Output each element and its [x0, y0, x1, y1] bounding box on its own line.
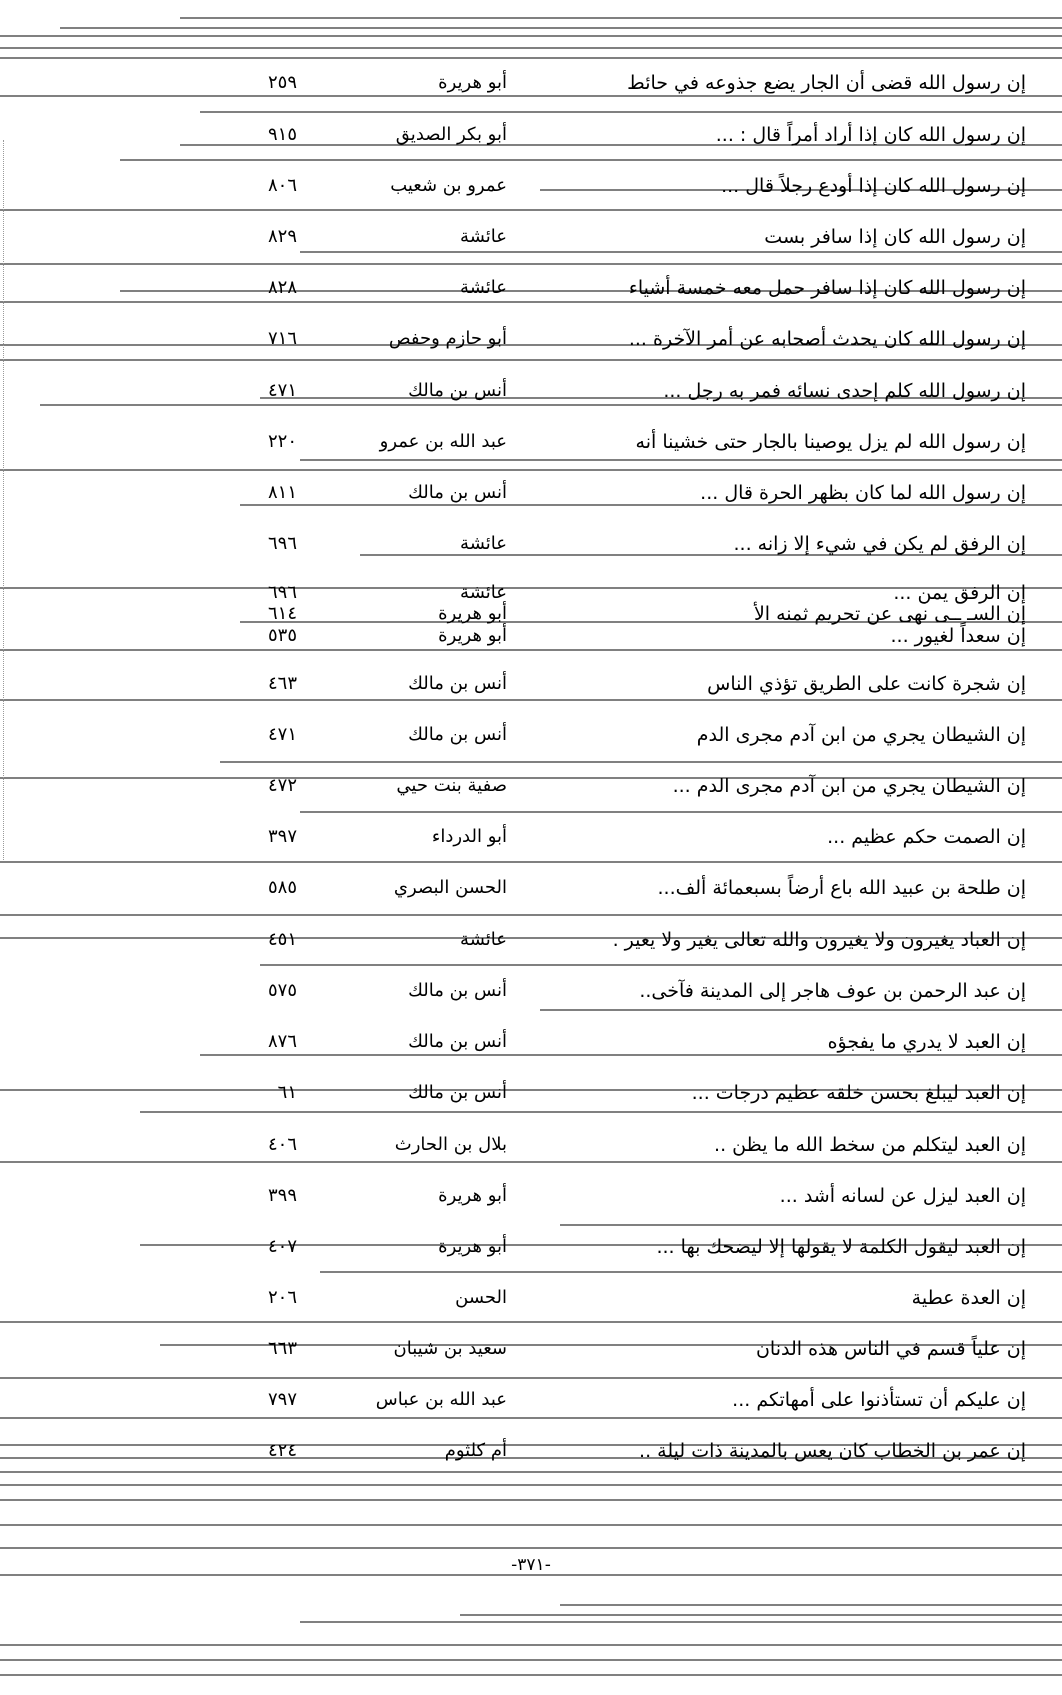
hadith-text: إن علياً قسم في الناس هذه الدنان: [755, 1338, 1026, 1360]
hadith-text: إن العبد ليقول الكلمة لا يقولها إلا ليضحك بها ...: [656, 1236, 1026, 1258]
page-number: -٣٧١-: [511, 1555, 551, 1575]
narrator-name: أنس بن مالك: [408, 1031, 507, 1052]
page-reference: ٢٥٩: [267, 72, 297, 93]
narrator-name: أبو هريرة: [438, 1185, 507, 1206]
narrator-name: عائشة: [460, 226, 507, 247]
index-entry: [0, 1236, 1062, 1276]
hadith-text: إن رسول الله كان إذا سافر بست: [764, 226, 1026, 248]
narrator-name: عائشة: [460, 533, 507, 554]
hadith-text: إن شجرة كانت على الطريق تؤذي الناس: [707, 673, 1026, 695]
page-reference: ٥٣٥: [267, 625, 297, 646]
narrator-name: أبو هريرة: [438, 72, 507, 93]
narrator-name: أبو هريرة: [438, 603, 507, 624]
hadith-text: إن عليكم أن تستأذنوا على أمهاتكم ...: [732, 1389, 1026, 1411]
narrator-name: أنس بن مالك: [408, 724, 507, 745]
index-entry: [0, 482, 1062, 522]
narrator-name: أنس بن مالك: [408, 1082, 507, 1103]
index-entry: [0, 277, 1062, 317]
page-reference: ٨٠٦: [267, 175, 297, 196]
index-entry: [0, 673, 1062, 713]
narrator-name: عائشة: [460, 929, 507, 950]
index-entry: [0, 1134, 1062, 1174]
narrator-name: عائشة: [460, 582, 507, 603]
index-entry: [0, 1287, 1062, 1327]
page-reference: ٣٩٩: [267, 1185, 297, 1206]
page-reference: ٨٢٩: [267, 226, 297, 247]
page-reference: ٦٩٦: [267, 582, 297, 603]
hadith-text: إن طلحة بن عبيد الله باع أرضاً بسبعمائة ألف...: [657, 877, 1026, 899]
page-reference: ٦٩٦: [267, 533, 297, 554]
hadith-text: إن رسول الله لم يزل يوصينا بالجار حتى خشينا أنه: [635, 431, 1026, 453]
page-reference: ٧٩٧: [267, 1389, 297, 1410]
hadith-text: إن عبد الرحمن بن عوف هاجر إلى المدينة فآخى..: [639, 980, 1026, 1002]
index-entry: [0, 1338, 1062, 1378]
narrator-name: بلال بن الحارث: [394, 1134, 507, 1155]
narrator-name: أبو حازم وحفص: [388, 328, 507, 349]
narrator-name: أبو الدرداء: [431, 826, 507, 847]
page-reference: ٢٠٦: [267, 1287, 297, 1308]
page-reference: ٤٥١: [267, 929, 297, 950]
page-reference: ٦١٤: [267, 603, 297, 624]
page-reference: ٢٢٠: [267, 431, 297, 452]
hadith-text: إن العبد ليتكلم من سخط الله ما يظن ..: [714, 1134, 1026, 1156]
page-reference: ٨٧٦: [267, 1031, 297, 1052]
index-entry: [0, 328, 1062, 368]
narrator-name: أنس بن مالك: [408, 980, 507, 1001]
index-entry: [0, 72, 1062, 112]
index-entry: [0, 1389, 1062, 1429]
hadith-text: إن العباد يغيرون ولا يغيرون والله تعالى يغير ولا يعير .: [612, 929, 1026, 951]
narrator-name: عمرو بن شعيب: [390, 175, 507, 196]
page-reference: ٦١: [277, 1082, 297, 1103]
page-reference: ٤٧٢: [267, 775, 297, 796]
hadith-text: إن العبد ليزل عن لسانه أشد ...: [779, 1185, 1026, 1207]
hadith-text: إن العبد ليبلغ بحسن خلقه عظيم درجات ...: [691, 1082, 1026, 1104]
hadith-text: إن الرفق لم يكن في شيء إلا زانه ...: [733, 533, 1026, 555]
index-entry: [0, 775, 1062, 815]
hadith-text: إن الشيطان يجري من ابن آدم مجرى الدم: [696, 724, 1026, 746]
narrator-name: أبو بكر الصديق: [395, 124, 507, 145]
narrator-name: سعيد بن شيبان: [393, 1338, 507, 1359]
index-entry: [0, 980, 1062, 1020]
narrator-name: أبو هريرة: [438, 1236, 507, 1257]
hadith-text: إن رسول الله قضى أن الجار يضع جذوعه في حائط: [627, 72, 1026, 94]
hadith-text: إن رسول الله لما كان بظهر الحرة قال ...: [700, 482, 1026, 504]
narrator-name: الحسن البصري: [393, 877, 507, 898]
hadith-text: إن سعداً لغيور ...: [890, 625, 1026, 647]
index-entry: [0, 1185, 1062, 1225]
page-reference: ٥٧٥: [267, 980, 297, 1001]
hadith-text: إن السـ ــى نهى عن تحريم ثمنه الأ: [753, 603, 1026, 625]
index-entry: [0, 380, 1062, 420]
index-entry: [0, 826, 1062, 866]
hadith-text: إن عمر بن الخطاب كان يعس بالمدينة ذات ليلة ..: [639, 1440, 1026, 1462]
narrator-name: عبد الله بن عمرو: [379, 431, 507, 452]
hadith-text: إن الرفق يمن ...: [893, 582, 1026, 604]
hadith-text: إن الصمت حكم عظيم ...: [827, 826, 1026, 848]
page-reference: ٤٧١: [267, 380, 297, 401]
narrator-name: أبو هريرة: [438, 625, 507, 646]
hadith-text: إن الشيطان يجري من ابن آدم مجرى الدم ...: [672, 775, 1026, 797]
narrator-name: عبد الله بن عباس: [375, 1389, 507, 1410]
page-reference: ٤٧١: [267, 724, 297, 745]
index-entry: [0, 625, 1062, 665]
narrator-name: أنس بن مالك: [408, 380, 507, 401]
index-entry: [0, 226, 1062, 266]
page-reference: ٤٠٦: [267, 1134, 297, 1155]
narrator-name: أنس بن مالك: [408, 673, 507, 694]
hadith-text: إن رسول الله كان إذا أودع رجلاً قال ...: [721, 175, 1026, 197]
index-entry: [0, 175, 1062, 215]
narrator-name: أنس بن مالك: [408, 482, 507, 503]
narrator-name: عائشة: [460, 277, 507, 298]
hadith-text: إن رسول الله كان إذا أراد أمراً قال : ...: [715, 124, 1026, 146]
index-entry: [0, 1082, 1062, 1122]
page-reference: ٧١٦: [267, 328, 297, 349]
page-reference: ٤٢٤: [267, 1440, 297, 1461]
hadith-text: إن رسول الله كان إذا سافر حمل معه خمسة أشياء: [628, 277, 1026, 299]
hadith-text: إن رسول الله كلم إحدى نسائه فمر به رجل ...: [663, 380, 1026, 402]
page-reference: ٨٢٨: [267, 277, 297, 298]
hadith-text: إن العدة عطية: [911, 1287, 1026, 1309]
hadith-text: إن العبد لا يدري ما يفجؤه: [827, 1031, 1026, 1053]
page-footer: [0, 1555, 1062, 1575]
index-entry: [0, 533, 1062, 573]
page-reference: ٩١٥: [267, 124, 297, 145]
index-entry: [0, 1031, 1062, 1071]
page-reference: ٦٦٣: [267, 1338, 297, 1359]
page-reference: ٣٩٧: [267, 826, 297, 847]
page-reference: ٤٦٣: [267, 673, 297, 694]
index-entry: [0, 124, 1062, 164]
narrator-name: أم كلثوم: [444, 1440, 507, 1461]
index-entry: [0, 724, 1062, 764]
hadith-text: إن رسول الله كان يحدث أصحابه عن أمر الآخرة ...: [628, 328, 1026, 350]
index-entry: [0, 1440, 1062, 1480]
index-entry: [0, 877, 1062, 917]
narrator-name: الحسن: [455, 1287, 507, 1308]
page-reference: ٤٠٧: [267, 1236, 297, 1257]
narrator-name: صفية بنت حيي: [396, 775, 507, 796]
page-reference: ٥٨٥: [267, 877, 297, 898]
page-reference: ٨١١: [267, 482, 297, 503]
index-entry: [0, 431, 1062, 471]
index-entry: [0, 929, 1062, 969]
